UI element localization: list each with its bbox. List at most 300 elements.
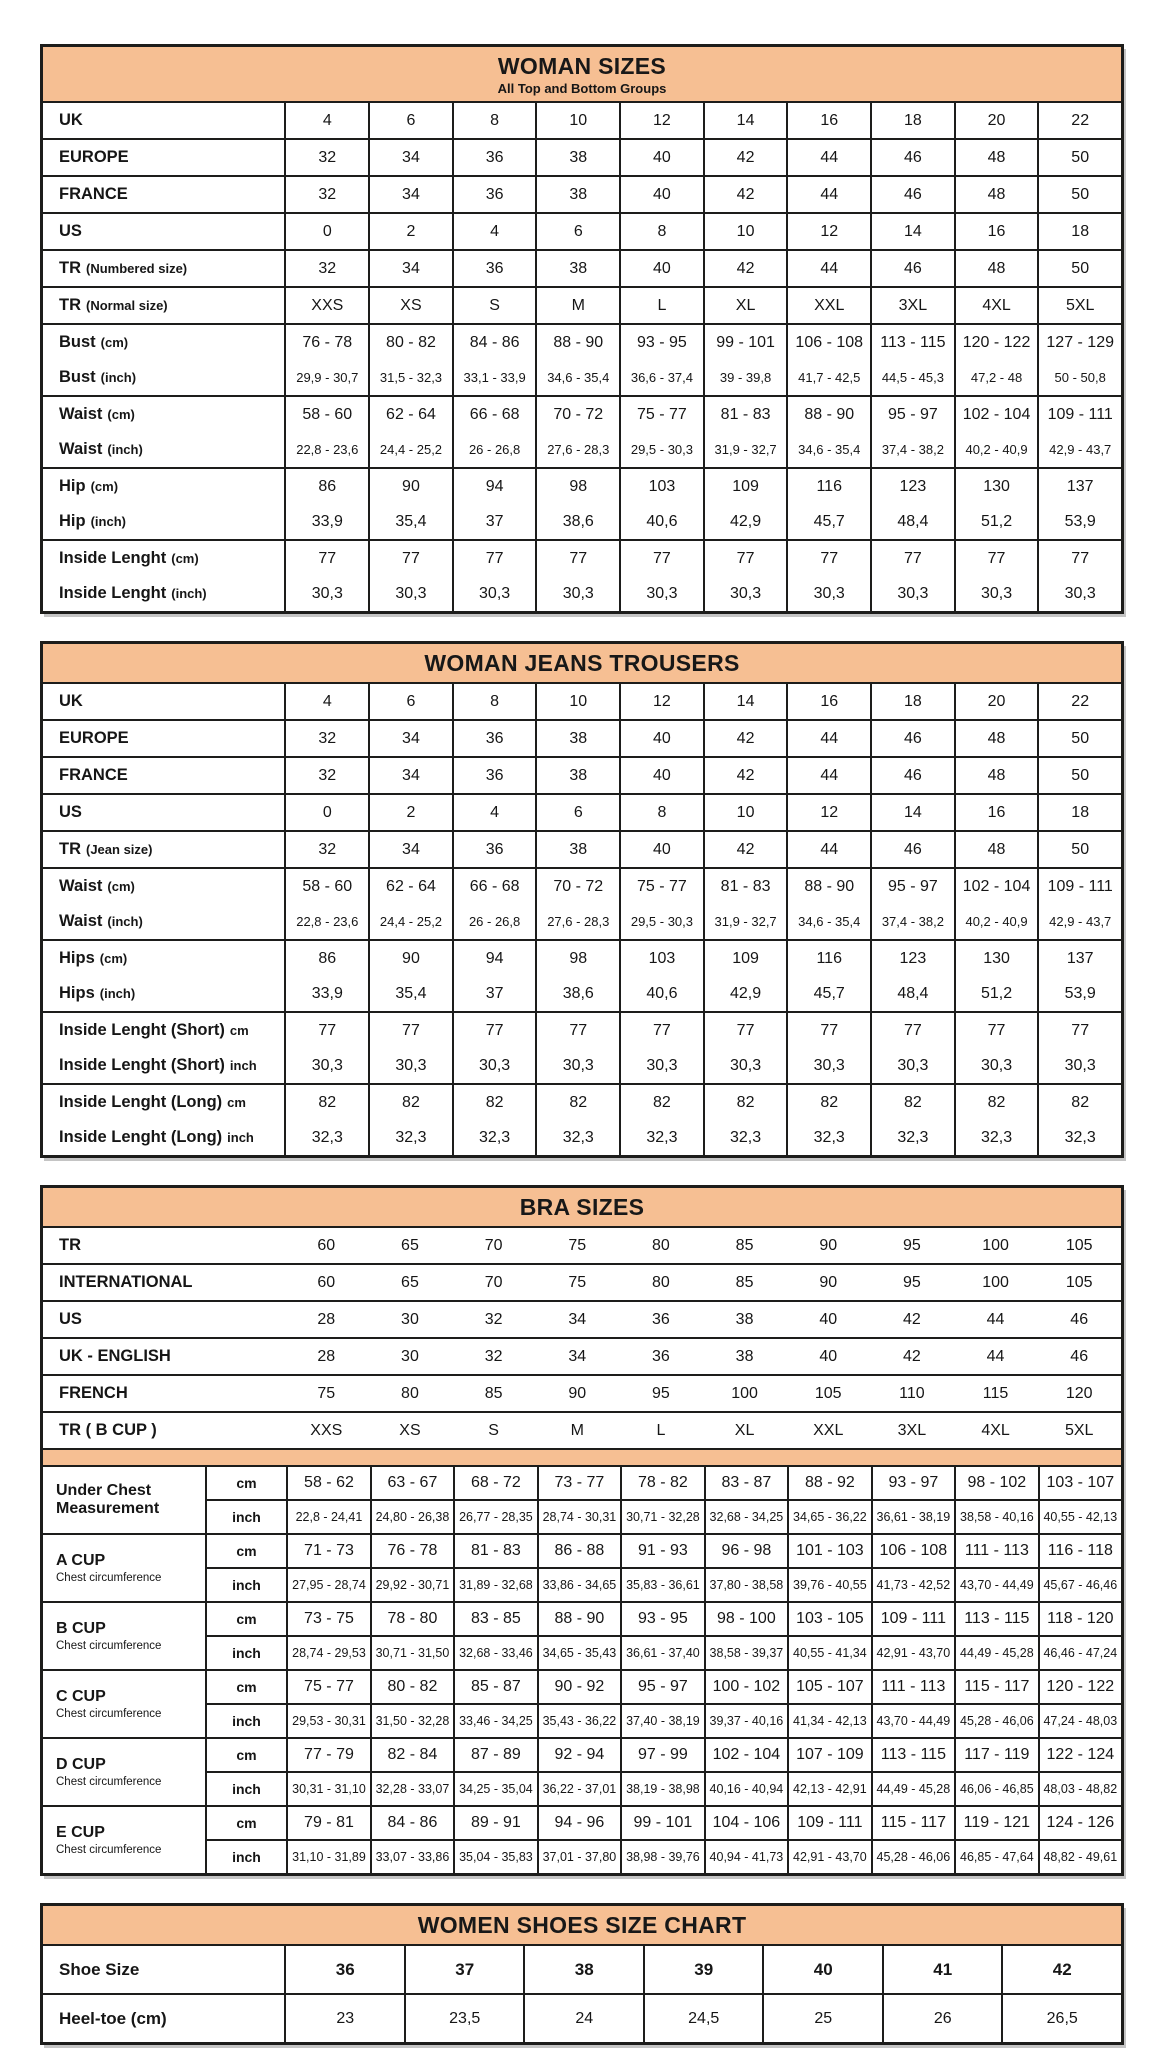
row-label-text: Bust	[59, 333, 96, 351]
cup-label-text: E CUP	[56, 1824, 105, 1842]
cup-rows	[205, 1603, 1121, 1669]
value-cell: 35,04 - 35,83	[453, 1841, 536, 1873]
cup-label-text: B CUP	[56, 1620, 106, 1638]
value-cell: 32,3	[619, 1120, 703, 1155]
value-cell: 6	[535, 214, 619, 249]
value-cell: 24,80 - 26,38	[370, 1501, 453, 1533]
row-label-text: FRENCH	[59, 1384, 128, 1402]
value-cell: 30,3	[954, 576, 1038, 611]
row-label	[43, 1995, 284, 2042]
value-cell: 94	[452, 469, 536, 504]
value-cell: 48,4	[870, 504, 954, 539]
table-row	[43, 1337, 1121, 1374]
value-cell: 36	[452, 251, 536, 286]
row-label-note: (Jean size)	[86, 842, 153, 857]
value-cell: 48,82 - 49,61	[1038, 1841, 1121, 1873]
value-cell: 18	[1037, 795, 1121, 830]
value-cell: 93 - 95	[619, 325, 703, 360]
value-cell: 82	[703, 1085, 787, 1120]
value-cell: 48	[954, 721, 1038, 756]
value-cell: 2	[368, 795, 452, 830]
value-cell: M	[570, 1421, 584, 1439]
value-cell: 103 - 107	[1038, 1467, 1121, 1499]
value-cell: 12	[619, 103, 703, 138]
value-cell: 40	[619, 721, 703, 756]
value-cell: 8	[619, 795, 703, 830]
value-cell: 32	[284, 140, 368, 175]
value-cell: 137	[1037, 469, 1121, 504]
value-cell: 14	[870, 795, 954, 830]
value-cell: 29,5 - 30,3	[619, 432, 703, 467]
table-title: WOMEN SHOES SIZE CHART	[417, 1912, 747, 1938]
value-cell: 26,5	[1001, 1995, 1121, 2042]
value-cell: 83 - 87	[704, 1467, 787, 1499]
value-cell: 41,7 - 42,5	[786, 360, 870, 395]
value-cell: 84 - 86	[452, 325, 536, 360]
value-cell: 95 - 97	[620, 1671, 703, 1703]
value-cell: 70	[484, 1236, 503, 1254]
value-cell: 82	[368, 1085, 452, 1120]
value-cell: 35,83 - 36,61	[620, 1569, 703, 1601]
value-cell: 16	[954, 214, 1038, 249]
row-label	[43, 758, 284, 793]
value-cell: 42,91 - 43,70	[871, 1637, 954, 1669]
value-cell: 111 - 113	[871, 1671, 954, 1703]
value-cell: 123	[870, 941, 954, 976]
value-cell: 42	[703, 177, 787, 212]
row-label-note: (cm)	[107, 407, 135, 422]
value-cell: 44	[986, 1347, 1005, 1365]
value-cell: 41,34 - 42,13	[787, 1705, 870, 1737]
row-label	[43, 1376, 284, 1411]
table-row	[43, 1946, 1121, 1993]
row-label	[43, 904, 284, 939]
value-cell: 40	[619, 832, 703, 867]
table-row	[43, 214, 1121, 249]
row-label-note: (inch)	[107, 442, 143, 457]
row-group	[43, 1993, 1121, 2042]
value-cell: 35,4	[368, 976, 452, 1011]
value-cell: 82	[284, 1085, 368, 1120]
cup-label-subtext: Chest circumference	[56, 1571, 162, 1584]
value-cell: 26 - 26,8	[452, 904, 536, 939]
table-row	[43, 721, 1121, 756]
value-cell: 77	[619, 541, 703, 576]
row-group	[43, 719, 1121, 756]
row-label-text: Hip	[59, 512, 86, 530]
row-label-note: (Numbered size)	[86, 261, 188, 276]
value-cell: 48	[954, 251, 1038, 286]
cup-rows	[205, 1467, 1121, 1533]
table-row	[207, 1739, 1121, 1771]
value-cell: 75 - 77	[619, 869, 703, 904]
value-cell: 109 - 111	[871, 1603, 954, 1635]
value-cell: 90	[568, 1384, 587, 1402]
value-cell: 98	[535, 941, 619, 976]
value-cell: 30,71 - 31,50	[370, 1637, 453, 1669]
value-cell: 113 - 115	[871, 1739, 954, 1771]
table-row	[43, 1048, 1121, 1083]
value-cell: 105	[814, 1384, 842, 1402]
value-cell: 77	[870, 1013, 954, 1048]
value-cell: 65	[401, 1273, 419, 1291]
value-cell: S	[452, 288, 536, 323]
value-cell: 46	[870, 177, 954, 212]
value-cell: 81 - 83	[703, 397, 787, 432]
row-label-note: (cm)	[90, 479, 119, 494]
value-cell: 36	[652, 1347, 670, 1365]
value-cell: 78 - 80	[370, 1603, 453, 1635]
value-cell: 37	[452, 976, 536, 1011]
row-label-text: EUROPE	[59, 148, 129, 166]
value-cell: 42	[703, 832, 787, 867]
value-cell: 92 - 94	[537, 1739, 620, 1771]
value-cell: 48	[954, 140, 1038, 175]
value-cell: 31,9 - 32,7	[703, 432, 787, 467]
value-cell: 46	[1070, 1310, 1089, 1328]
value-cell: 31,50 - 32,28	[370, 1705, 453, 1737]
value-cell: 82 - 84	[370, 1739, 453, 1771]
row-label	[43, 177, 284, 212]
value-cell: 38,58 - 39,37	[704, 1637, 787, 1669]
value-cell: 79 - 81	[286, 1807, 369, 1839]
value-cell: 34,6 - 35,4	[786, 904, 870, 939]
table-row	[43, 1120, 1121, 1155]
value-cell: 98 - 102	[954, 1467, 1037, 1499]
value-cell: 111 - 113	[954, 1535, 1037, 1567]
table-body	[43, 1228, 1121, 1873]
value-cell: 62 - 64	[368, 397, 452, 432]
value-cell: 26	[882, 1995, 1002, 2042]
value-cell: 32,68 - 34,25	[704, 1501, 787, 1533]
value-cell: 26 - 26,8	[452, 432, 536, 467]
row-label	[43, 541, 284, 576]
value-cell: 30,3	[284, 1048, 368, 1083]
table-title-band	[43, 644, 1121, 684]
value-cell: 39,76 - 40,55	[787, 1569, 870, 1601]
value-cell: 34,6 - 35,4	[535, 360, 619, 395]
value-cell: 30,3	[1037, 1048, 1121, 1083]
value-cell: 42	[703, 721, 787, 756]
value-cell: 32,28 - 33,07	[370, 1773, 453, 1805]
value-cell: 32	[284, 177, 368, 212]
row-group	[43, 1011, 1121, 1083]
row-label	[43, 1265, 284, 1300]
value-cell: 32	[484, 1310, 503, 1328]
unit-label: inch	[232, 1645, 261, 1661]
value-cell: 37,40 - 38,19	[620, 1705, 703, 1737]
value-cell: 75	[317, 1384, 336, 1402]
row-label	[43, 941, 284, 976]
value-cell: 90 - 92	[537, 1671, 620, 1703]
value-cell: 45,28 - 46,06	[871, 1841, 954, 1873]
value-cell: 109	[703, 469, 787, 504]
value-cell: 32,3	[284, 1120, 368, 1155]
value-cell: 80 - 82	[370, 1671, 453, 1703]
value-cell: 77	[1037, 1013, 1121, 1048]
row-label	[43, 1048, 284, 1083]
value-cell: XL	[703, 288, 787, 323]
value-cell: 36,61 - 37,40	[620, 1637, 703, 1669]
value-cell: 107 - 109	[787, 1739, 870, 1771]
value-cell: 118 - 120	[1038, 1603, 1121, 1635]
value-cell: 4	[452, 795, 536, 830]
value-cell: 85	[735, 1236, 754, 1254]
value-cell: 30,3	[703, 576, 787, 611]
row-label-text: TR	[59, 1236, 81, 1254]
value-cell: 45,67 - 46,46	[1038, 1569, 1121, 1601]
value-cell: 80 - 82	[368, 325, 452, 360]
value-cell: 77	[954, 541, 1038, 576]
value-cell: 77	[619, 1013, 703, 1048]
unit-label: inch	[232, 1781, 261, 1797]
value-cell: 96 - 98	[704, 1535, 787, 1567]
value-cell: 98	[535, 469, 619, 504]
value-cell: 43,70 - 44,49	[954, 1569, 1037, 1601]
value-cell: 95	[902, 1236, 921, 1254]
value-cell: 33,07 - 33,86	[370, 1841, 453, 1873]
value-cell: 86 - 88	[537, 1535, 620, 1567]
row-label-text: Waist	[59, 912, 103, 930]
table-row	[43, 976, 1121, 1011]
value-cell: 93 - 95	[620, 1603, 703, 1635]
value-cell: 45,7	[786, 976, 870, 1011]
value-cell: 113 - 115	[954, 1603, 1037, 1635]
value-cell: 29,5 - 30,3	[619, 904, 703, 939]
value-cell: 66 - 68	[452, 397, 536, 432]
row-label-note: cm	[227, 1095, 246, 1110]
value-cell: 81 - 83	[453, 1535, 536, 1567]
value-cell: 117 - 119	[954, 1739, 1037, 1771]
cup-rows	[205, 1739, 1121, 1805]
value-cell: 104 - 106	[704, 1807, 787, 1839]
value-cell: 88 - 90	[535, 325, 619, 360]
value-cell: 14	[870, 214, 954, 249]
row-label	[43, 103, 284, 138]
value-cell: 105 - 107	[787, 1671, 870, 1703]
value-cell: 77	[954, 1013, 1038, 1048]
value-cell: 109 - 111	[1037, 869, 1121, 904]
value-cell: 28,74 - 30,31	[537, 1501, 620, 1533]
value-cell: 30,31 - 31,10	[286, 1773, 369, 1805]
value-cell: 86	[284, 469, 368, 504]
value-cell: 33,9	[284, 504, 368, 539]
cup-row-group	[43, 1601, 1121, 1669]
value-cell: 80	[652, 1236, 670, 1254]
value-cell: 77	[535, 1013, 619, 1048]
value-cell: 34,6 - 35,4	[786, 432, 870, 467]
row-label-note: (inch)	[99, 986, 136, 1001]
value-cell: 38	[535, 251, 619, 286]
row-label-note: (inch)	[171, 586, 207, 601]
cup-label	[43, 1603, 205, 1669]
value-cell: 78 - 82	[620, 1467, 703, 1499]
value-cell: XS	[368, 288, 452, 323]
unit-label: cm	[236, 1679, 257, 1695]
row-label-note: (inch)	[90, 514, 126, 529]
unit-label: inch	[232, 1713, 261, 1729]
value-cell: 28	[317, 1310, 336, 1328]
cup-row-group	[43, 1669, 1121, 1737]
value-cell: 90	[368, 941, 452, 976]
value-cell: 31,9 - 32,7	[703, 904, 787, 939]
row-label	[43, 795, 284, 830]
value-cell: 36	[284, 1946, 404, 1993]
value-cell: 34	[368, 140, 452, 175]
value-cell: 6	[535, 795, 619, 830]
row-label	[43, 214, 284, 249]
row-label	[43, 869, 284, 904]
value-cell: 80	[401, 1384, 419, 1402]
row-label	[43, 1013, 284, 1048]
value-cell: 36,22 - 37,01	[537, 1773, 620, 1805]
value-cell: 25	[762, 1995, 882, 2042]
table-row	[43, 360, 1121, 395]
value-cell: 51,2	[954, 976, 1038, 1011]
value-cell: 39,37 - 40,16	[704, 1705, 787, 1737]
table-row	[43, 869, 1121, 904]
value-cell: 27,6 - 28,3	[535, 904, 619, 939]
row-label-text: Inside Lenght	[59, 584, 167, 602]
value-cell: 77	[284, 1013, 368, 1048]
row-label	[43, 1228, 284, 1263]
value-cell: 48	[954, 758, 1038, 793]
value-cell: 38,98 - 39,76	[620, 1841, 703, 1873]
value-cell: XXS	[284, 288, 368, 323]
value-cell: 40	[619, 140, 703, 175]
value-cell: 12	[619, 684, 703, 719]
value-cell: 4	[284, 684, 368, 719]
value-cell: 106 - 108	[786, 325, 870, 360]
table-row	[207, 1467, 1121, 1499]
women-shoes-size-chart-table	[40, 1903, 1124, 2045]
value-cell: 22,8 - 23,6	[284, 432, 368, 467]
value-cell: 43,70 - 44,49	[871, 1705, 954, 1737]
value-cell: 46,85 - 47,64	[954, 1841, 1037, 1873]
value-cell: 45,28 - 46,06	[954, 1705, 1037, 1737]
value-cell: L	[656, 1421, 666, 1439]
value-cell: 38	[523, 1946, 643, 1993]
row-group	[43, 467, 1121, 539]
row-label	[43, 1339, 284, 1374]
row-label-text: Hips	[59, 949, 95, 967]
value-cell: 77	[535, 541, 619, 576]
woman-sizes-table	[40, 44, 1124, 614]
row-label-text: FRANCE	[59, 766, 128, 784]
value-cell: 102 - 104	[954, 869, 1038, 904]
row-label	[43, 397, 284, 432]
table-row	[207, 1771, 1121, 1805]
row-label-text: Waist	[59, 440, 103, 458]
value-cell: 42	[703, 140, 787, 175]
row-label-note: cm	[229, 1023, 249, 1038]
table-row	[43, 1374, 1121, 1411]
value-cell: 73 - 77	[537, 1467, 620, 1499]
value-cell: 84 - 86	[370, 1807, 453, 1839]
row-group	[43, 793, 1121, 830]
table-row	[43, 684, 1121, 719]
value-cell: 31,5 - 32,3	[368, 360, 452, 395]
row-group	[43, 1083, 1121, 1155]
value-cell: 120 - 122	[1038, 1671, 1121, 1703]
row-group	[43, 103, 1121, 138]
cup-label-subtext: Chest circumference	[56, 1843, 162, 1856]
row-label-text: Bust	[59, 368, 96, 386]
value-cell: 50	[1037, 177, 1121, 212]
value-cell: 3XL	[897, 1421, 927, 1439]
value-cell: 109	[703, 941, 787, 976]
value-cell: 34	[568, 1347, 587, 1365]
table-row	[43, 1013, 1121, 1048]
table-title: BRA SIZES	[519, 1194, 645, 1220]
value-cell: 75 - 77	[286, 1671, 369, 1703]
cup-label	[43, 1671, 205, 1737]
value-cell: 38	[535, 177, 619, 212]
value-cell: 8	[619, 214, 703, 249]
row-label	[43, 1413, 284, 1448]
value-cell: 34,65 - 36,22	[787, 1501, 870, 1533]
value-cell: 32,3	[954, 1120, 1038, 1155]
cup-label-text: Under Chest Measurement	[56, 1481, 160, 1517]
table-row	[43, 758, 1121, 793]
value-cell: 33,9	[284, 976, 368, 1011]
value-cell: 47,2 - 48	[954, 360, 1038, 395]
value-cell: 8	[452, 684, 536, 719]
value-cell: 18	[870, 684, 954, 719]
row-label	[43, 360, 284, 395]
row-label	[43, 251, 284, 286]
value-cell: 34	[368, 832, 452, 867]
row-group	[43, 175, 1121, 212]
table-row	[43, 103, 1121, 138]
cup-label	[43, 1739, 205, 1805]
value-cell: 119 - 121	[954, 1807, 1037, 1839]
value-cell: 46	[870, 758, 954, 793]
value-cell: 102 - 104	[954, 397, 1038, 432]
value-cell: 48	[954, 832, 1038, 867]
row-label	[43, 1302, 284, 1337]
value-cell: 77	[284, 541, 368, 576]
table-row	[207, 1839, 1121, 1873]
value-cell: 0	[284, 795, 368, 830]
row-label-text: UK	[59, 111, 83, 129]
value-cell: 76 - 78	[284, 325, 368, 360]
value-cell: 34	[368, 177, 452, 212]
value-cell: 48	[954, 177, 1038, 212]
value-cell: 32,3	[786, 1120, 870, 1155]
value-cell: 103 - 105	[787, 1603, 870, 1635]
value-cell: 30,3	[535, 576, 619, 611]
value-cell: 81 - 83	[703, 869, 787, 904]
value-cell: 44	[786, 140, 870, 175]
value-cell: 30,3	[1037, 576, 1121, 611]
value-cell: 38	[735, 1347, 754, 1365]
value-cell: 44,49 - 45,28	[954, 1637, 1037, 1669]
value-cell: 30,3	[535, 1048, 619, 1083]
row-label-note: (cm)	[100, 335, 129, 350]
value-cell: 77	[452, 1013, 536, 1048]
table-title: WOMAN SIZES	[497, 53, 667, 79]
row-label	[43, 976, 284, 1011]
value-cell: 32,3	[703, 1120, 787, 1155]
row-group	[43, 1946, 1121, 1993]
value-cell: 116	[786, 469, 870, 504]
value-cell: 24,5	[643, 1995, 763, 2042]
value-cell: 95	[652, 1384, 670, 1402]
value-cell: 42,9 - 43,7	[1037, 432, 1121, 467]
row-label-note: inch	[227, 1130, 254, 1145]
table-row	[207, 1567, 1121, 1601]
